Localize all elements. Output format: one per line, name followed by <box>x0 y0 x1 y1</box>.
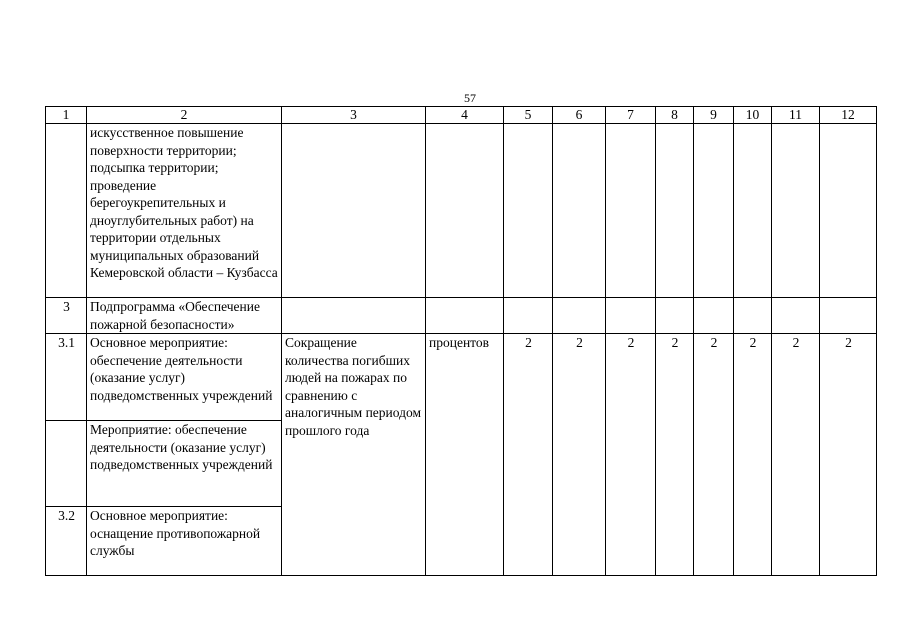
table-cell <box>426 298 504 334</box>
table-cell <box>504 298 553 334</box>
indicator-value: 2 <box>504 334 553 576</box>
table-row <box>46 298 877 334</box>
row-number: 3 <box>46 298 87 334</box>
indicator-name: Сокращение количества погибших людей на пожарах по сравнению с аналогичным периодом прошлого года <box>282 334 426 576</box>
table-cell <box>553 298 606 334</box>
table-cell <box>553 124 606 298</box>
indicator-value: 2 <box>772 334 820 576</box>
table-row <box>46 124 877 298</box>
column-header: 5 <box>504 107 553 124</box>
indicator-value: 2 <box>820 334 877 576</box>
table-row <box>46 334 877 421</box>
table-cell <box>734 298 772 334</box>
page-number: 57 <box>464 91 476 105</box>
activity-name: Мероприятие: обеспечение деятельности (оказание услуг) подведомственных учреждений <box>87 421 282 507</box>
table-cell <box>656 124 694 298</box>
indicator-value: 2 <box>656 334 694 576</box>
table-cell <box>772 298 820 334</box>
activity-name: Основное мероприятие: обеспечение деятельности (оказание услуг) подведомственных учреждений <box>87 334 282 421</box>
indicator-value: 2 <box>734 334 772 576</box>
table-cell <box>606 298 656 334</box>
table-cell <box>606 124 656 298</box>
column-header: 1 <box>46 107 87 124</box>
column-header: 7 <box>606 107 656 124</box>
unit-of-measure: процентов <box>426 334 504 576</box>
table-cell <box>46 421 87 507</box>
table-cell <box>820 124 877 298</box>
subprogram-name: Подпрограмма «Обеспечение пожарной безопасности» <box>87 298 282 334</box>
activity-name: Основное мероприятие: оснащение противопожарной службы <box>87 507 282 576</box>
indicator-value: 2 <box>694 334 734 576</box>
indicator-value: 2 <box>553 334 606 576</box>
row-number: 3.2 <box>46 507 87 576</box>
table-cell <box>656 298 694 334</box>
indicators-table <box>45 106 877 576</box>
table-cell <box>46 124 87 298</box>
column-header: 11 <box>772 107 820 124</box>
table-cell <box>282 124 426 298</box>
column-header: 12 <box>820 107 877 124</box>
continuation-text: искусственное повышение поверхности территории; подсыпка территории; проведение берегоукрепительных и дноуглубительных работ) на территории отдельных муниципальных образований Кемеровской области – Кузбасса <box>87 124 282 298</box>
table-cell <box>282 298 426 334</box>
indicator-value: 2 <box>606 334 656 576</box>
table-cell <box>694 124 734 298</box>
table-cell <box>504 124 553 298</box>
column-header: 6 <box>553 107 606 124</box>
column-header: 2 <box>87 107 282 124</box>
column-header: 9 <box>694 107 734 124</box>
column-header: 4 <box>426 107 504 124</box>
table-cell <box>426 124 504 298</box>
table-cell <box>772 124 820 298</box>
column-header: 3 <box>282 107 426 124</box>
column-header: 10 <box>734 107 772 124</box>
column-header: 8 <box>656 107 694 124</box>
row-number: 3.1 <box>46 334 87 421</box>
table-cell <box>820 298 877 334</box>
table-header-row <box>46 107 877 124</box>
table-cell <box>694 298 734 334</box>
table-cell <box>734 124 772 298</box>
